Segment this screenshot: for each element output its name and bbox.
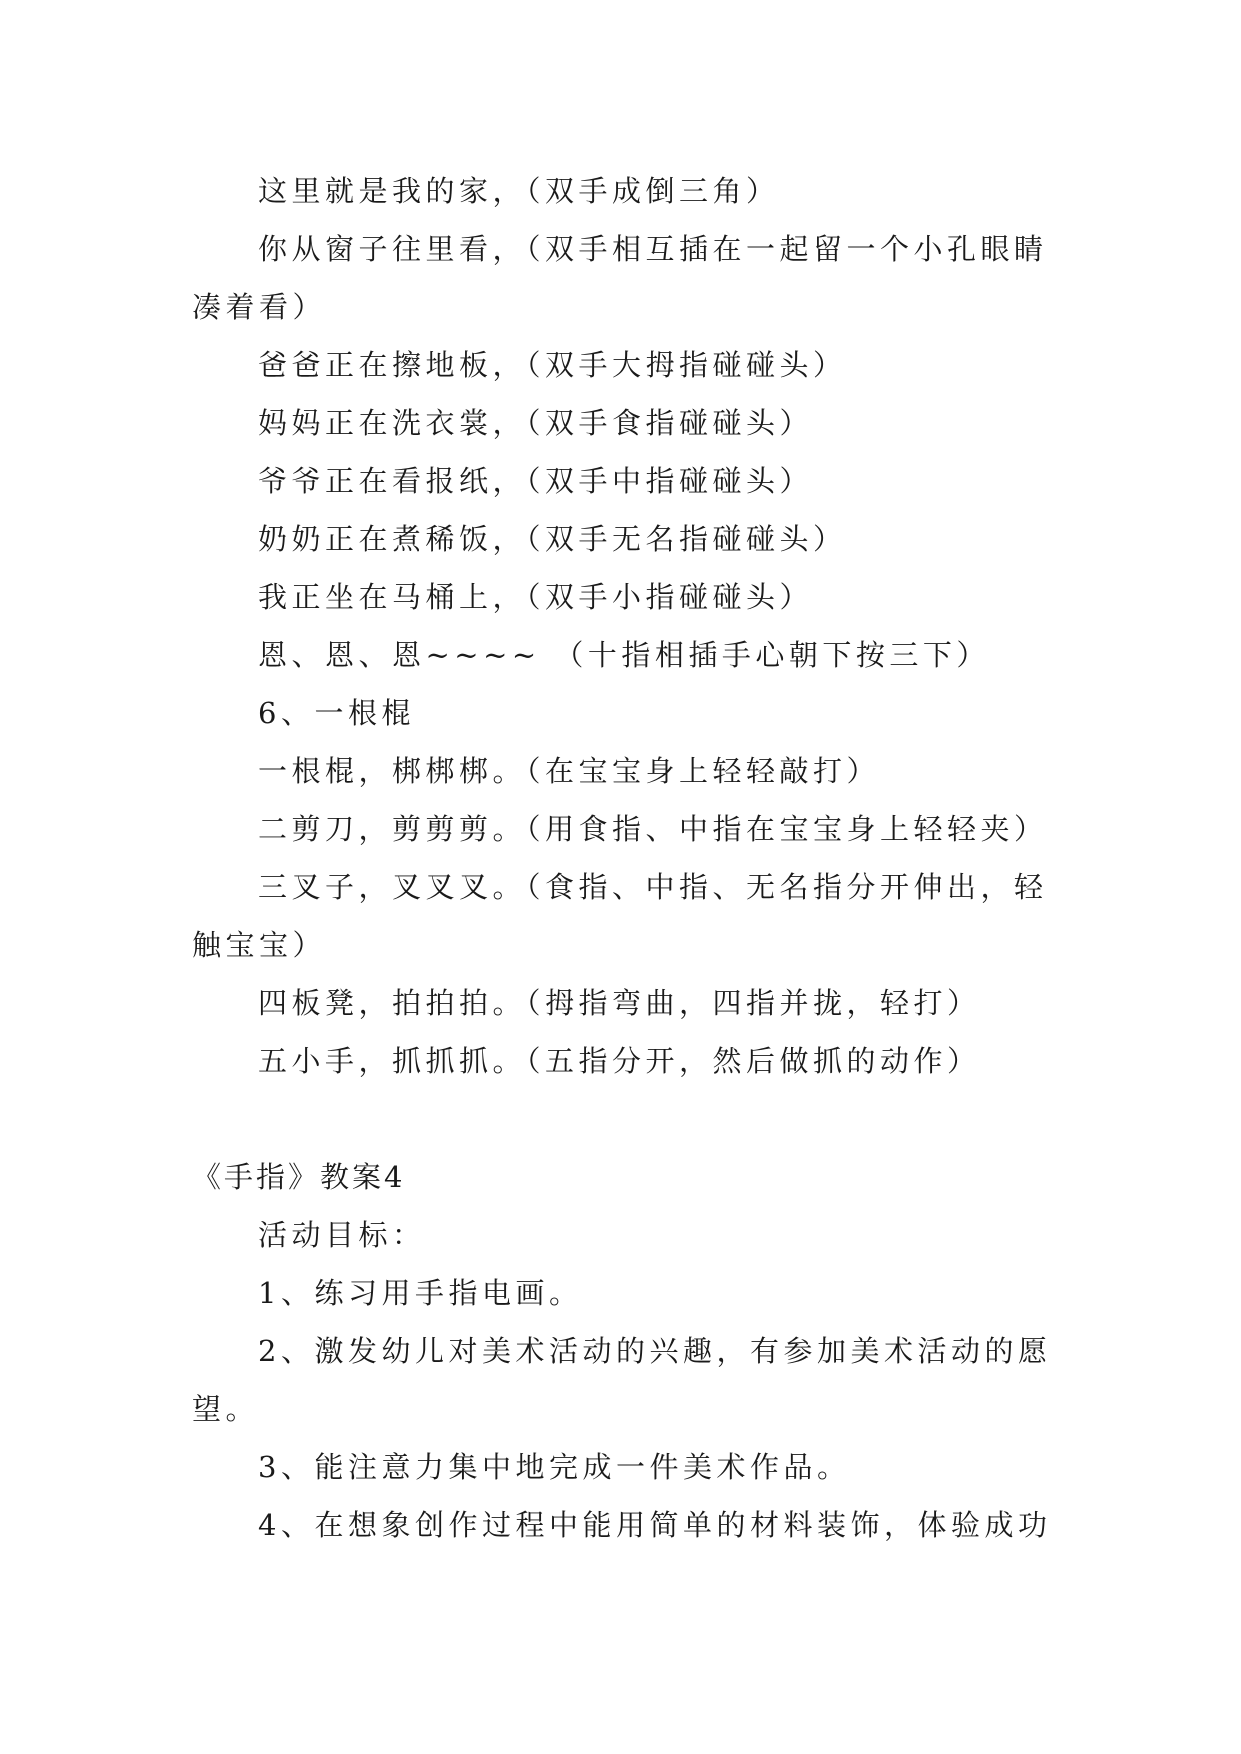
rhyme-line: 奶奶正在煮稀饭，（双手无名指碰碰头） [258, 522, 847, 556]
section-title: 《手指》教案4 [192, 1160, 406, 1194]
rhyme-line: 恩、恩、恩~~~~ （十指相插手心朝下按三下） [258, 638, 990, 672]
rhyme-line: 五小手，抓抓抓。（五指分开，然后做抓的动作） [258, 1044, 981, 1078]
rhyme-subtitle: 6、一根棍 [258, 696, 415, 730]
objective-item: 2、激发幼儿对美术活动的兴趣，有参加美术活动的愿望。 [192, 1334, 1052, 1426]
section-label: 活动目标： [258, 1218, 426, 1252]
rhyme-line: 这里就是我的家，（双手成倒三角） [258, 174, 780, 208]
rhyme-line: 你从窗子往里看，（双手相互插在一起留一个小孔眼睛凑着看） [192, 232, 1048, 324]
rhyme-line: 我正坐在马桶上，（双手小指碰碰头） [258, 580, 814, 614]
rhyme-line: 二剪刀，剪剪剪。（用食指、中指在宝宝身上轻轻夹） [258, 812, 1048, 846]
document-body [192, 162, 1052, 1554]
objective-item: 4、在想象创作过程中能用简单的材料装饰，体验成功 [258, 1508, 1052, 1542]
rhyme-line: 四板凳，拍拍拍。（拇指弯曲，四指并拢，轻打） [258, 986, 981, 1020]
rhyme-line: 一根棍，梆梆梆。（在宝宝身上轻轻敲打） [258, 754, 881, 788]
rhyme-line: 爸爸正在擦地板，（双手大拇指碰碰头） [258, 348, 847, 382]
rhyme-line: 三叉子，叉叉叉。（食指、中指、无名指分开伸出，轻触宝宝） [192, 870, 1048, 962]
objective-item: 1、练习用手指电画。 [258, 1276, 583, 1310]
objective-item: 3、能注意力集中地完成一件美术作品。 [258, 1450, 851, 1484]
rhyme-line: 妈妈正在洗衣裳，（双手食指碰碰头） [258, 406, 814, 440]
rhyme-line: 爷爷正在看报纸，（双手中指碰碰头） [258, 464, 814, 498]
